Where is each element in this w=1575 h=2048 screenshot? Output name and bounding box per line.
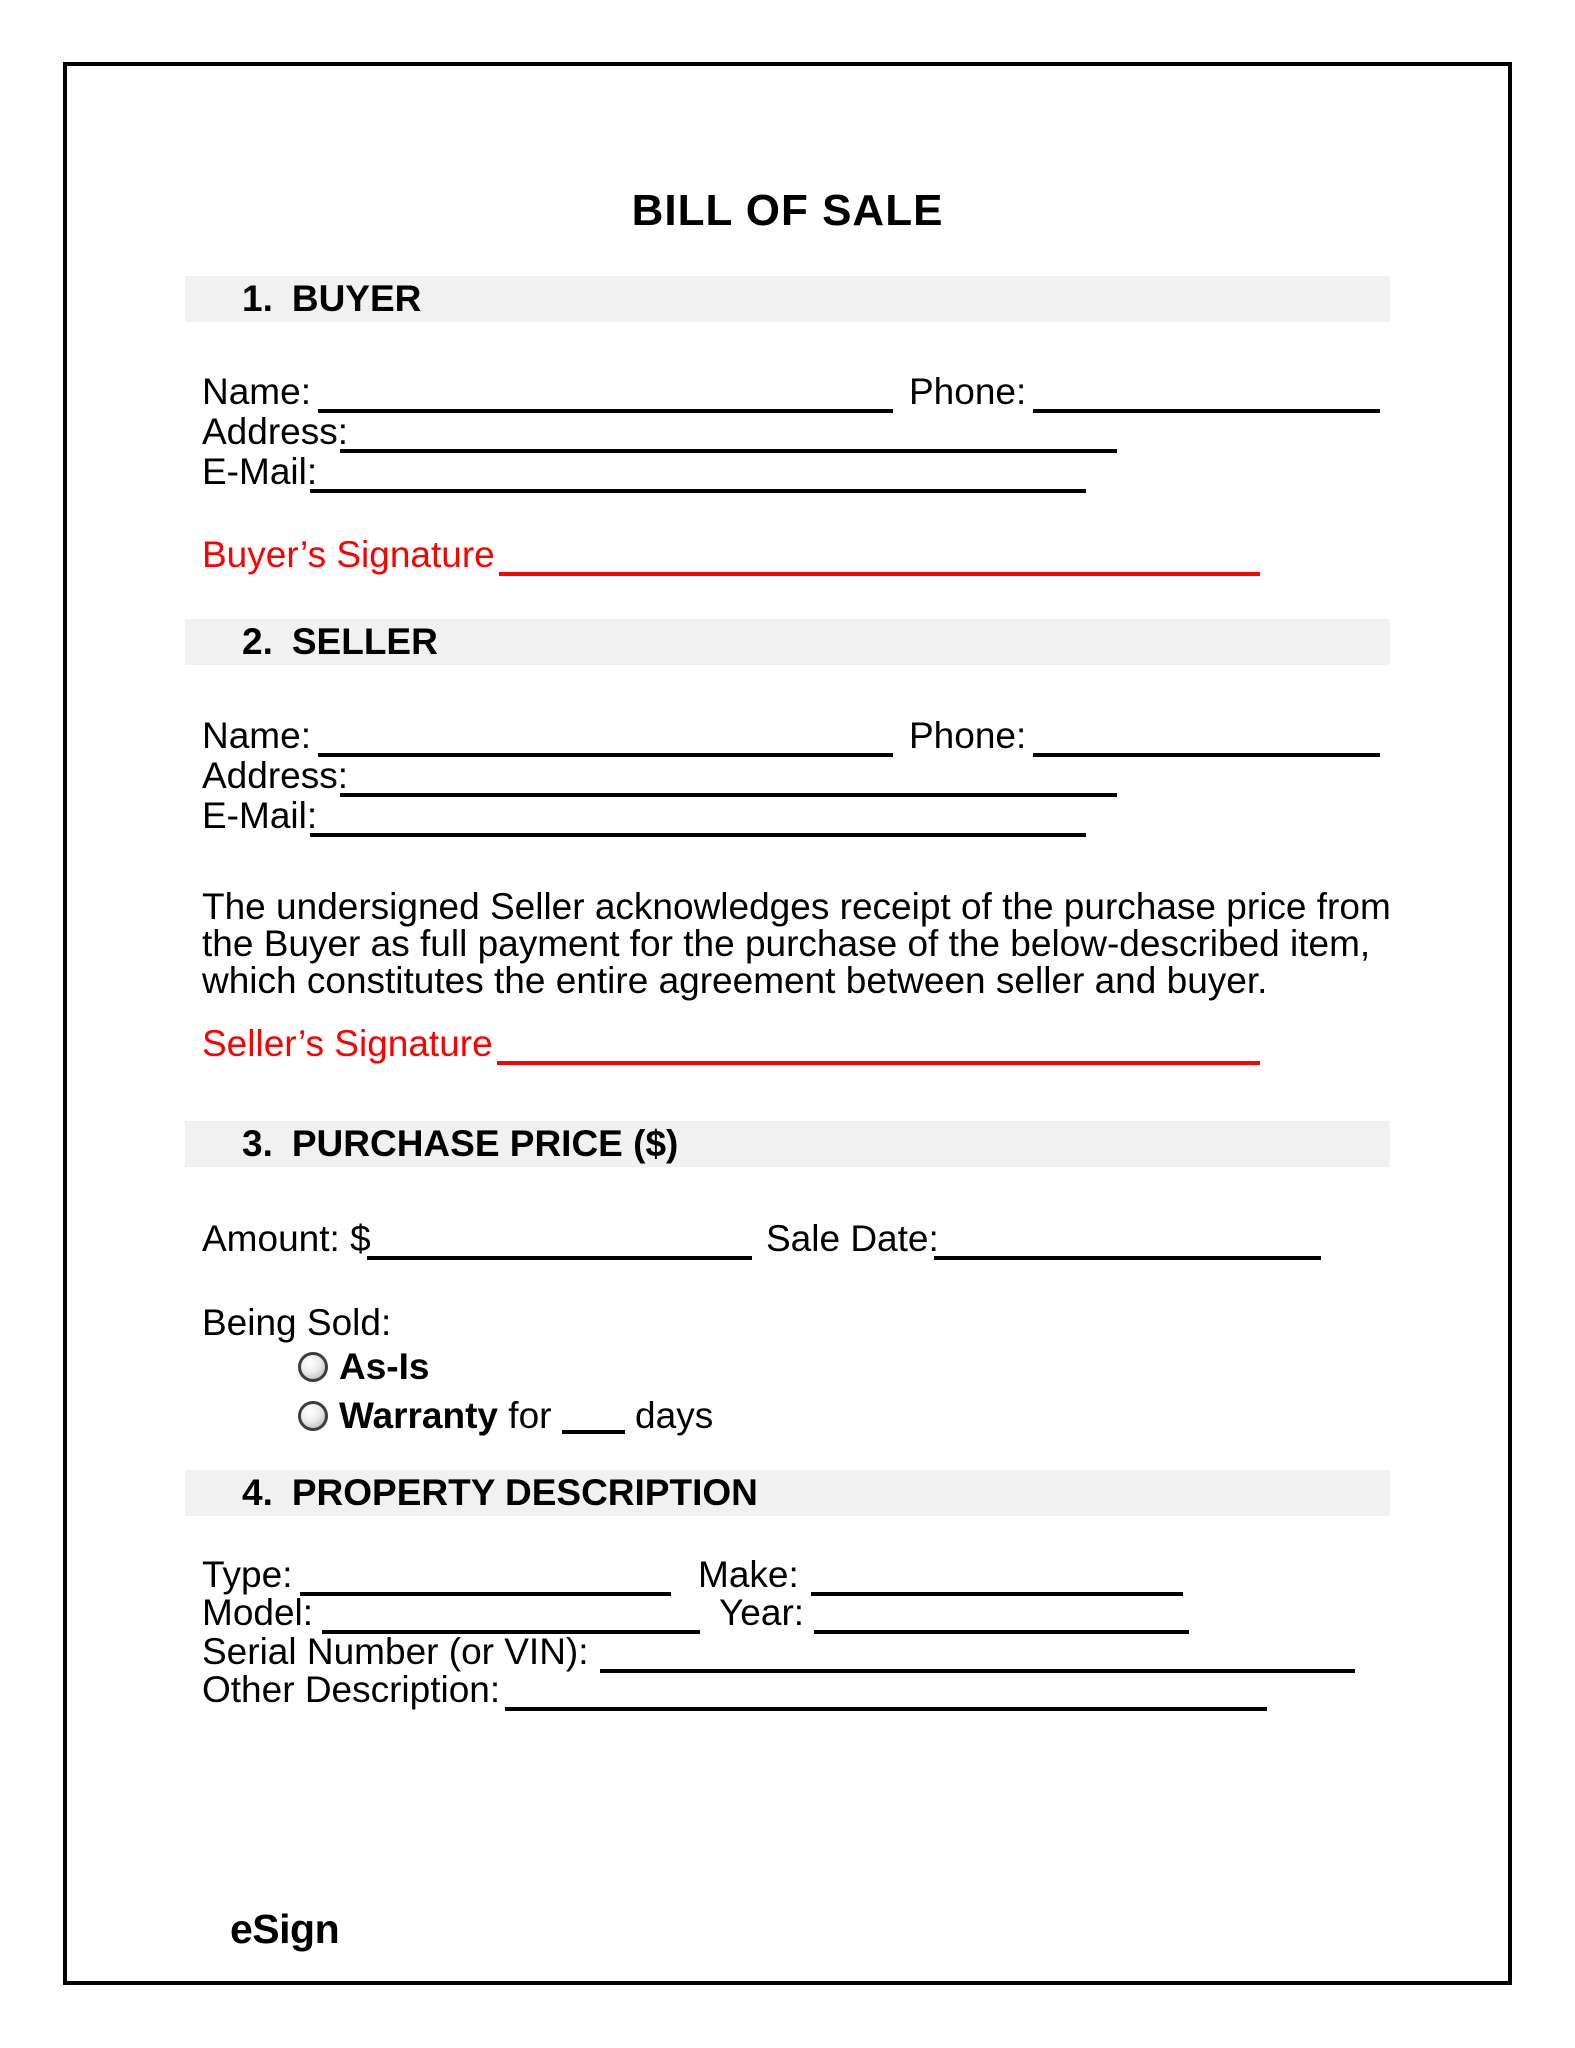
serial-field[interactable] bbox=[600, 1635, 1355, 1673]
section-header-purchase-price bbox=[185, 1121, 1390, 1167]
as-is-label: As-Is bbox=[339, 1346, 430, 1387]
section-number: 4. bbox=[242, 1472, 273, 1513]
make-field[interactable] bbox=[811, 1558, 1183, 1596]
section-header-property-description bbox=[185, 1470, 1390, 1516]
warranty-days-text: days bbox=[635, 1395, 714, 1436]
section-number: 2. bbox=[242, 621, 273, 662]
seller-email-field[interactable] bbox=[310, 799, 1086, 837]
buyer-signature-field[interactable] bbox=[499, 538, 1260, 576]
section-number: 3. bbox=[242, 1123, 273, 1164]
section-title: PURCHASE PRICE ($) bbox=[291, 1123, 679, 1164]
buyer-signature-label: Buyer’s Signature bbox=[202, 534, 495, 575]
buyer-address-label: Address: bbox=[202, 411, 349, 452]
option-warranty bbox=[298, 1394, 713, 1438]
esign-logo: eSign bbox=[230, 1906, 340, 1952]
warranty-text bbox=[339, 1395, 713, 1437]
sale-date-label: Sale Date: bbox=[766, 1218, 939, 1259]
warranty-radio[interactable] bbox=[298, 1401, 328, 1431]
other-description-field[interactable] bbox=[505, 1673, 1267, 1711]
buyer-phone-label: Phone: bbox=[909, 371, 1027, 412]
type-label: Type: bbox=[202, 1554, 293, 1595]
amount-field[interactable] bbox=[367, 1222, 752, 1260]
seller-email-label: E-Mail: bbox=[202, 795, 318, 836]
seller-name-label: Name: bbox=[202, 715, 311, 756]
buyer-name-label: Name: bbox=[202, 371, 311, 412]
seller-phone-label: Phone: bbox=[909, 715, 1027, 756]
seller-acknowledgement-paragraph bbox=[202, 888, 1391, 999]
serial-label: Serial Number (or VIN): bbox=[202, 1631, 589, 1672]
buyer-email-label: E-Mail: bbox=[202, 451, 318, 492]
seller-signature-field[interactable] bbox=[497, 1027, 1260, 1065]
seller-name-field[interactable] bbox=[318, 719, 893, 757]
seller-signature-label: Seller’s Signature bbox=[202, 1023, 493, 1064]
warranty-label: Warranty bbox=[339, 1395, 499, 1436]
seller-address-field[interactable] bbox=[340, 759, 1117, 797]
model-label: Model: bbox=[202, 1592, 314, 1633]
being-sold-label: Being Sold: bbox=[202, 1302, 392, 1343]
warranty-for-text: for bbox=[508, 1395, 552, 1436]
section-title: BUYER bbox=[291, 278, 422, 319]
sale-date-field[interactable] bbox=[934, 1222, 1321, 1260]
seller-address-label: Address: bbox=[202, 755, 349, 796]
section-number: 1. bbox=[242, 278, 273, 319]
option-as-is bbox=[298, 1345, 429, 1389]
buyer-address-field[interactable] bbox=[340, 415, 1117, 453]
paragraph-line: the Buyer as full payment for the purchase of the below-described item, bbox=[202, 923, 1371, 964]
section-title: PROPERTY DESCRIPTION bbox=[291, 1472, 758, 1513]
year-label: Year: bbox=[719, 1592, 805, 1633]
paragraph-line: The undersigned Seller acknowledges receipt of the purchase price from bbox=[202, 886, 1391, 927]
model-field[interactable] bbox=[322, 1596, 700, 1634]
seller-phone-field[interactable] bbox=[1033, 719, 1380, 757]
other-description-label: Other Description: bbox=[202, 1669, 501, 1710]
section-header-buyer bbox=[185, 276, 1390, 322]
document-title: BILL OF SALE bbox=[631, 186, 944, 235]
section-header-seller bbox=[185, 619, 1390, 665]
year-field[interactable] bbox=[814, 1596, 1189, 1634]
make-label: Make: bbox=[698, 1554, 799, 1595]
paragraph-line: which constitutes the entire agreement between seller and buyer. bbox=[202, 960, 1268, 1001]
buyer-phone-field[interactable] bbox=[1033, 375, 1380, 413]
as-is-radio[interactable] bbox=[298, 1352, 328, 1382]
warranty-days-field[interactable] bbox=[562, 1410, 625, 1434]
amount-label: Amount: $ bbox=[202, 1218, 371, 1259]
section-title: SELLER bbox=[291, 621, 438, 662]
buyer-name-field[interactable] bbox=[318, 375, 893, 413]
type-field[interactable] bbox=[300, 1558, 671, 1596]
buyer-email-field[interactable] bbox=[310, 455, 1086, 493]
